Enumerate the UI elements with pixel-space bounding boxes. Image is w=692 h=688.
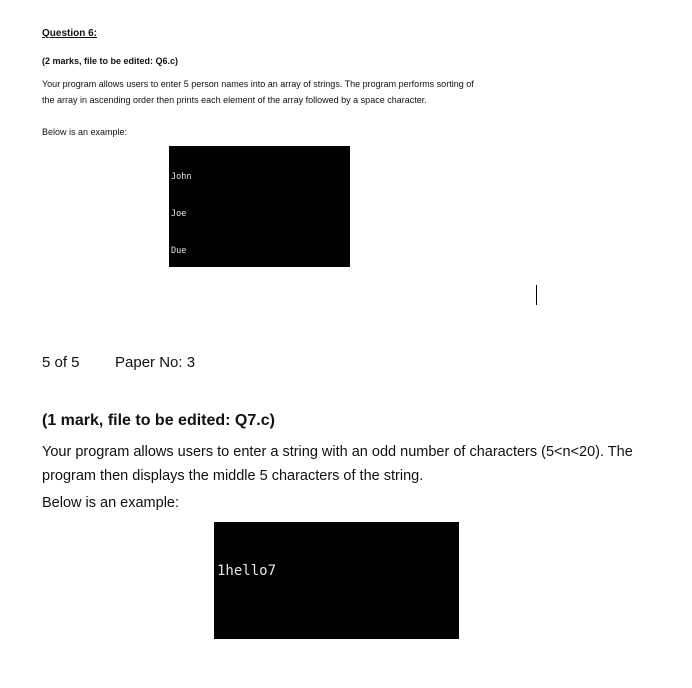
q6-marks: (2 marks, file to be edited: Q6.c) [42,56,179,66]
console-line: 1hello7 [217,563,277,579]
q7-description: Your program allows users to enter a string with an odd number of characters (5<n<20). The program then displays the middle 5 characters of the string. [42,444,633,484]
q7-console [214,522,459,639]
console-line: John [171,172,192,183]
text-cursor [536,285,537,305]
q6-console [169,146,350,267]
page-number: 5 of 5 [42,354,80,371]
q7-example-label: Below is an example: [42,495,180,511]
console-line: Due [171,245,187,256]
q6-description: Your program allows users to enter 5 person names into an array of strings. The program performs sorting of the array in ascending order then prints each element of the array followed by a space character. [42,79,474,105]
paper-number: Paper No: 3 [115,354,196,371]
q7-marks: (1 mark, file to be edited: Q7.c) [42,412,275,429]
console-line: Joe [171,209,187,220]
console-line [217,619,456,638]
q6-example-label: Below is an example: [42,127,128,137]
q6-heading: Question 6: [42,28,98,39]
